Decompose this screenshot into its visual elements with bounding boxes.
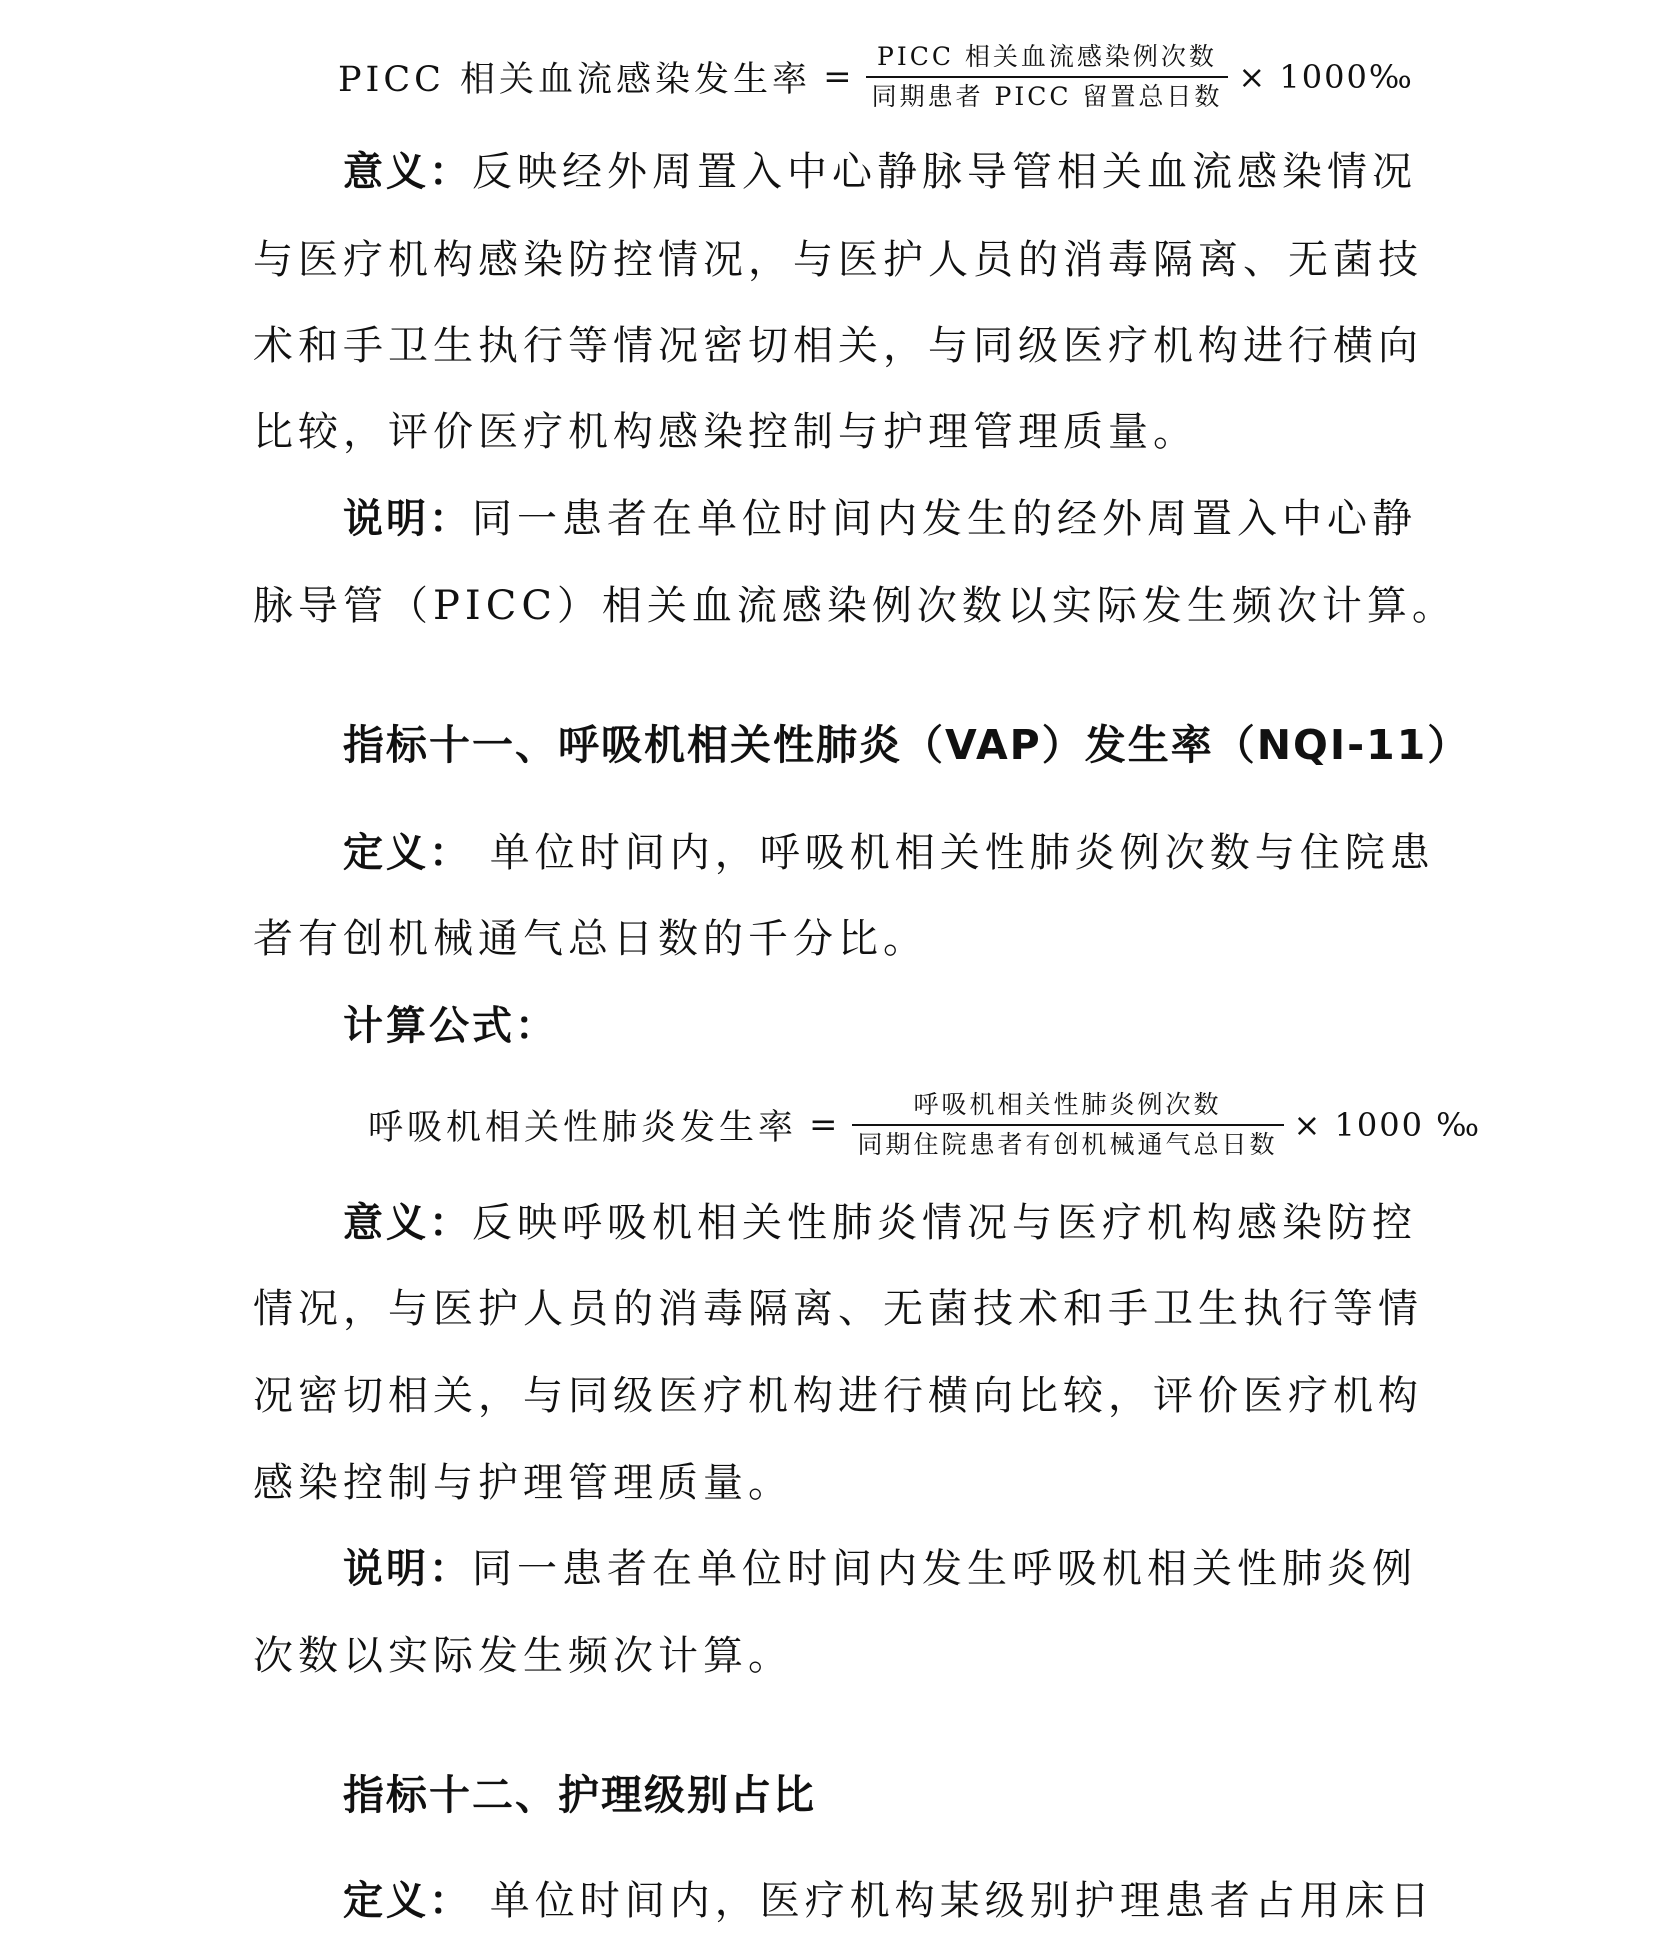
picc-formula xyxy=(338,40,1414,114)
indicator-12-heading: 指标十二、护理级别占比 xyxy=(343,1771,816,1819)
definition-paragraph-line xyxy=(343,1873,1435,1929)
meaning-paragraph-line: 况密切相关，与同级医疗机构进行横向比较，评价医疗机构 xyxy=(253,1373,1423,1419)
meaning-text: 反映经外周置入中心静脉导管相关血流感染情况 xyxy=(472,149,1417,195)
note-label: 说明： xyxy=(343,496,472,542)
formula-numerator: 呼吸机相关性肺炎例次数 xyxy=(913,1090,1222,1119)
formula-fraction xyxy=(852,1088,1284,1162)
note-text: 同一患者在单位时间内发生的经外周置入中心静 xyxy=(472,496,1417,542)
indicator-11-heading: 指标十一、呼吸机相关性肺炎（VAP）发生率（NQI-11） xyxy=(343,721,1471,769)
formula-denominator: 同期患者 PICC 留置总日数 xyxy=(871,82,1223,111)
meaning-label: 意义： xyxy=(343,1200,472,1246)
meaning-paragraph-line: 感染控制与护理管理质量。 xyxy=(253,1460,793,1506)
note-label: 说明： xyxy=(343,1546,472,1592)
note-paragraph-line xyxy=(343,1541,1417,1597)
formula-multiplier: × 1000 ‰ xyxy=(1293,1106,1482,1144)
meaning-paragraph-line: 比较，评价医疗机构感染控制与护理管理质量。 xyxy=(253,409,1198,455)
formula-equals: = xyxy=(809,1105,838,1145)
meaning-paragraph-line: 与医疗机构感染防控情况，与医护人员的消毒隔离、无菌技 xyxy=(253,237,1423,283)
note-paragraph-line: 次数以实际发生频次计算。 xyxy=(253,1633,793,1679)
meaning-label: 意义： xyxy=(343,149,472,195)
meaning-paragraph-line: 术和手卫生执行等情况密切相关，与同级医疗机构进行横向 xyxy=(253,323,1423,369)
meaning-text: 反映呼吸机相关性肺炎情况与医疗机构感染防控 xyxy=(472,1200,1417,1246)
definition-label: 定义： xyxy=(343,830,472,876)
formula-numerator: PICC 相关血流感染例次数 xyxy=(877,42,1217,71)
formula-fraction xyxy=(866,40,1229,114)
definition-label: 定义： xyxy=(343,1878,472,1924)
definition-paragraph-line xyxy=(343,825,1435,881)
note-paragraph-line: 脉导管（PICC）相关血流感染例次数以实际发生频次计算。 xyxy=(253,583,1457,629)
formula-lhs: PICC 相关血流感染发生率 xyxy=(338,60,812,100)
definition-paragraph-line: 者有创机械通气总日数的千分比。 xyxy=(253,916,928,962)
meaning-paragraph-line xyxy=(343,144,1417,200)
meaning-paragraph-line xyxy=(343,1195,1417,1251)
definition-text: 单位时间内，呼吸机相关性肺炎例次数与住院患 xyxy=(472,830,1435,876)
vap-formula xyxy=(368,1088,1481,1162)
note-paragraph-line xyxy=(343,491,1417,547)
note-text: 同一患者在单位时间内发生呼吸机相关性肺炎例 xyxy=(472,1546,1417,1592)
formula-label: 计算公式： xyxy=(343,1003,558,1049)
fraction-bar xyxy=(866,76,1229,78)
formula-equals: = xyxy=(823,57,852,97)
meaning-paragraph-line: 情况，与医护人员的消毒隔离、无菌技术和手卫生执行等情 xyxy=(253,1286,1423,1332)
fraction-bar xyxy=(852,1124,1284,1126)
formula-multiplier: × 1000‰ xyxy=(1238,58,1414,96)
formula-label-line xyxy=(343,998,1413,1054)
formula-denominator: 同期住院患者有创机械通气总日数 xyxy=(857,1130,1278,1159)
definition-text: 单位时间内，医疗机构某级别护理患者占用床日 xyxy=(472,1878,1435,1924)
formula-lhs: 呼吸机相关性肺炎发生率 xyxy=(368,1108,798,1148)
